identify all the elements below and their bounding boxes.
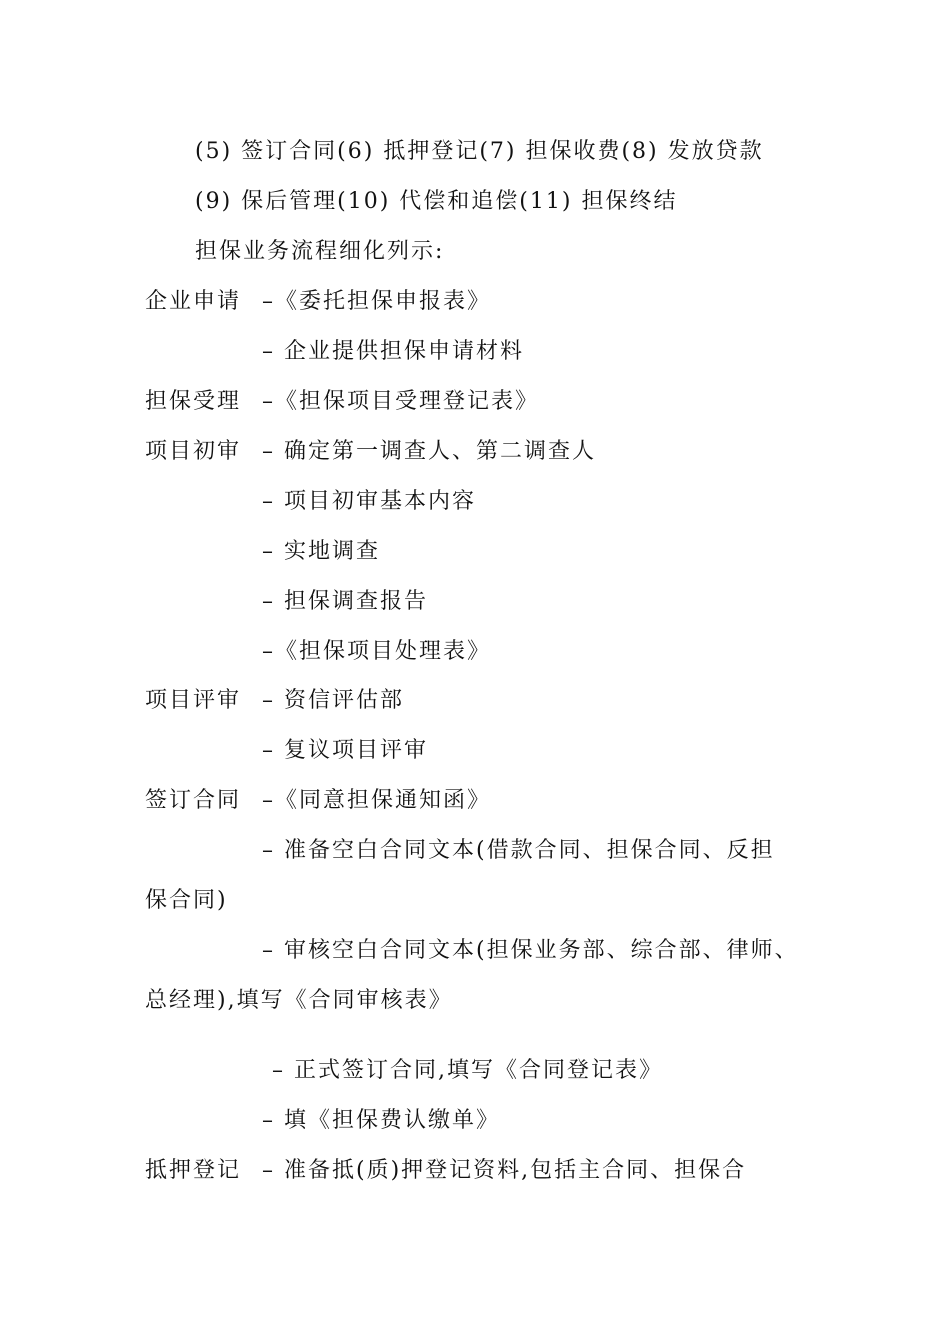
list-item: – 确定第一调查人、第二调查人	[262, 439, 596, 464]
list-item: – 资信评估部	[262, 688, 404, 713]
list-item-continuation: 保合同)	[145, 888, 228, 913]
list-item: – 企业提供担保申请材料	[262, 339, 524, 364]
list-item: –《委托担保申报表》	[262, 289, 492, 314]
list-item: – 项目初审基本内容	[262, 489, 476, 514]
section-label-sign-contract: 签订合同	[145, 788, 242, 813]
section-label-preliminary-review: 项目初审	[145, 439, 242, 464]
list-item-continuation: 总经理),填写《合同审核表》	[145, 988, 453, 1013]
steps-line-2: (9) 保后管理(10) 代偿和追偿(11) 担保终结	[195, 189, 678, 214]
section-label-project-evaluation: 项目评审	[145, 688, 242, 713]
list-item: – 准备空白合同文本(借款合同、担保合同、反担	[262, 838, 775, 863]
list-item: – 填《担保费认缴单》	[262, 1108, 500, 1133]
section-label-enterprise-application: 企业申请	[145, 289, 242, 314]
list-item: – 担保调查报告	[262, 589, 428, 614]
section-label-guarantee-acceptance: 担保受理	[145, 389, 242, 414]
list-item: – 准备抵(质)押登记资料,包括主合同、担保合	[262, 1158, 747, 1183]
list-item: – 审核空白合同文本(担保业务部、综合部、律师、	[262, 938, 799, 963]
section-label-mortgage-registration: 抵押登记	[145, 1158, 242, 1183]
list-item: –《担保项目受理登记表》	[262, 389, 540, 414]
list-item: –《担保项目处理表》	[262, 639, 492, 664]
list-item: – 复议项目评审	[262, 738, 428, 763]
list-item: – 正式签订合同,填写《合同登记表》	[272, 1058, 663, 1083]
list-item: –《同意担保通知函》	[262, 788, 492, 813]
steps-line-1: (5) 签订合同(6) 抵押登记(7) 担保收费(8) 发放贷款	[195, 139, 764, 164]
list-item: – 实地调查	[262, 539, 380, 564]
process-intro: 担保业务流程细化列示:	[195, 239, 445, 264]
